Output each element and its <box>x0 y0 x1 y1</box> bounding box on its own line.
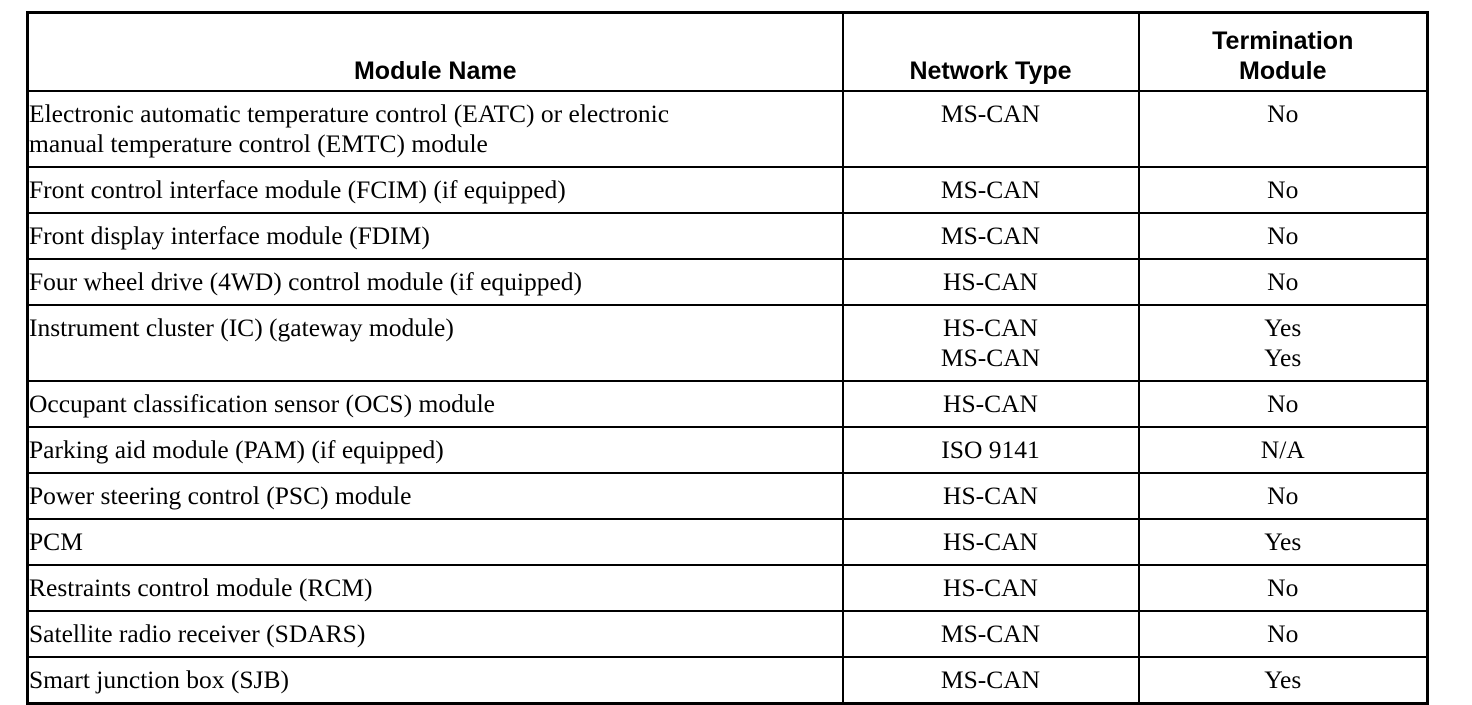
network-type-cell <box>843 657 1139 704</box>
termination-value: Yes <box>1264 313 1302 342</box>
module-name-cell <box>28 91 843 167</box>
termination-cell <box>1139 259 1428 305</box>
network-type-cell <box>843 259 1139 305</box>
module-name-line: manual temperature control (EMTC) module <box>29 129 488 158</box>
table-row <box>28 427 1428 473</box>
module-name-line: Smart junction box (SJB) <box>29 665 289 694</box>
table-row <box>28 167 1428 213</box>
network-type-value: MS-CAN <box>940 665 1041 694</box>
table-row <box>28 565 1428 611</box>
header-row <box>28 13 1428 92</box>
module-name-line: Front display interface module (FDIM) <box>29 221 430 250</box>
module-name-cell <box>28 259 843 305</box>
module-name-header <box>28 13 843 92</box>
network-type-value: MS-CAN <box>940 99 1041 128</box>
network-type-value: HS-CAN <box>943 527 1038 556</box>
network-type-value: MS-CAN <box>940 343 1041 372</box>
module-name-line: Electronic automatic temperature control (EATC) or electronic <box>29 99 670 128</box>
network-type-value: HS-CAN <box>943 389 1038 418</box>
module-name-line: Instrument cluster (IC) (gateway module) <box>29 313 454 342</box>
module-name-cell <box>28 657 843 704</box>
network-type-cell <box>843 565 1139 611</box>
termination-module-header-line-1: Termination <box>1212 27 1354 55</box>
termination-cell <box>1139 305 1428 381</box>
module-name-header-label: Module Name <box>353 57 517 85</box>
network-type-cell <box>843 91 1139 167</box>
table-row <box>28 657 1428 704</box>
termination-value: No <box>1267 389 1299 418</box>
termination-value: N/A <box>1260 435 1305 464</box>
termination-cell <box>1139 565 1428 611</box>
module-network-table <box>26 11 1429 705</box>
table-row <box>28 381 1428 427</box>
termination-value: No <box>1267 221 1299 250</box>
network-type-cell <box>843 519 1139 565</box>
module-name-line: Front control interface module (FCIM) (if equipped) <box>29 175 566 204</box>
network-type-value: MS-CAN <box>940 221 1041 250</box>
termination-cell <box>1139 213 1428 259</box>
module-name-cell <box>28 519 843 565</box>
network-type-value: MS-CAN <box>940 619 1041 648</box>
network-type-cell <box>843 381 1139 427</box>
network-type-value: HS-CAN <box>943 481 1038 510</box>
termination-value: Yes <box>1264 343 1302 372</box>
termination-value: Yes <box>1264 527 1302 556</box>
termination-cell <box>1139 657 1428 704</box>
module-name-line: Parking aid module (PAM) (if equipped) <box>29 435 444 464</box>
module-name-line: Four wheel drive (4WD) control module (if equipped) <box>29 267 583 296</box>
termination-value: No <box>1267 619 1299 648</box>
table-row <box>28 611 1428 657</box>
module-name-line: Occupant classification sensor (OCS) module <box>29 389 495 418</box>
network-type-value: HS-CAN <box>943 267 1038 296</box>
termination-value: Yes <box>1264 665 1302 694</box>
termination-cell <box>1139 167 1428 213</box>
termination-cell <box>1139 381 1428 427</box>
network-type-cell <box>843 167 1139 213</box>
termination-value: No <box>1267 481 1299 510</box>
network-type-header <box>843 13 1139 92</box>
module-name-line: PCM <box>29 527 83 556</box>
network-type-value: HS-CAN <box>943 313 1038 342</box>
module-name-line: Power steering control (PSC) module <box>29 481 412 510</box>
network-type-value: HS-CAN <box>943 573 1038 602</box>
network-type-cell <box>843 213 1139 259</box>
network-type-header-label: Network Type <box>909 57 1072 85</box>
table-row <box>28 473 1428 519</box>
network-type-cell <box>843 611 1139 657</box>
module-name-line: Restraints control module (RCM) <box>29 573 373 602</box>
table-row <box>28 213 1428 259</box>
termination-cell <box>1139 427 1428 473</box>
network-type-cell <box>843 473 1139 519</box>
termination-value: No <box>1267 99 1299 128</box>
module-name-cell <box>28 305 843 381</box>
table-row <box>28 259 1428 305</box>
termination-value: No <box>1267 175 1299 204</box>
module-name-cell <box>28 611 843 657</box>
module-name-cell <box>28 213 843 259</box>
termination-cell <box>1139 473 1428 519</box>
module-name-cell <box>28 381 843 427</box>
module-name-cell <box>28 427 843 473</box>
network-type-cell <box>843 305 1139 381</box>
module-name-cell <box>28 167 843 213</box>
table-row <box>28 91 1428 167</box>
table-row <box>28 519 1428 565</box>
module-name-cell <box>28 565 843 611</box>
termination-cell <box>1139 91 1428 167</box>
termination-cell <box>1139 519 1428 565</box>
table-row <box>28 305 1428 381</box>
network-type-value: MS-CAN <box>940 175 1041 204</box>
termination-module-header <box>1139 13 1428 92</box>
network-type-cell <box>843 427 1139 473</box>
module-name-line: Satellite radio receiver (SDARS) <box>29 619 366 648</box>
termination-cell <box>1139 611 1428 657</box>
network-type-value: ISO 9141 <box>941 435 1040 464</box>
termination-module-header-line-2: Module <box>1239 57 1327 85</box>
module-name-cell <box>28 473 843 519</box>
termination-value: No <box>1267 267 1299 296</box>
termination-value: No <box>1267 573 1299 602</box>
